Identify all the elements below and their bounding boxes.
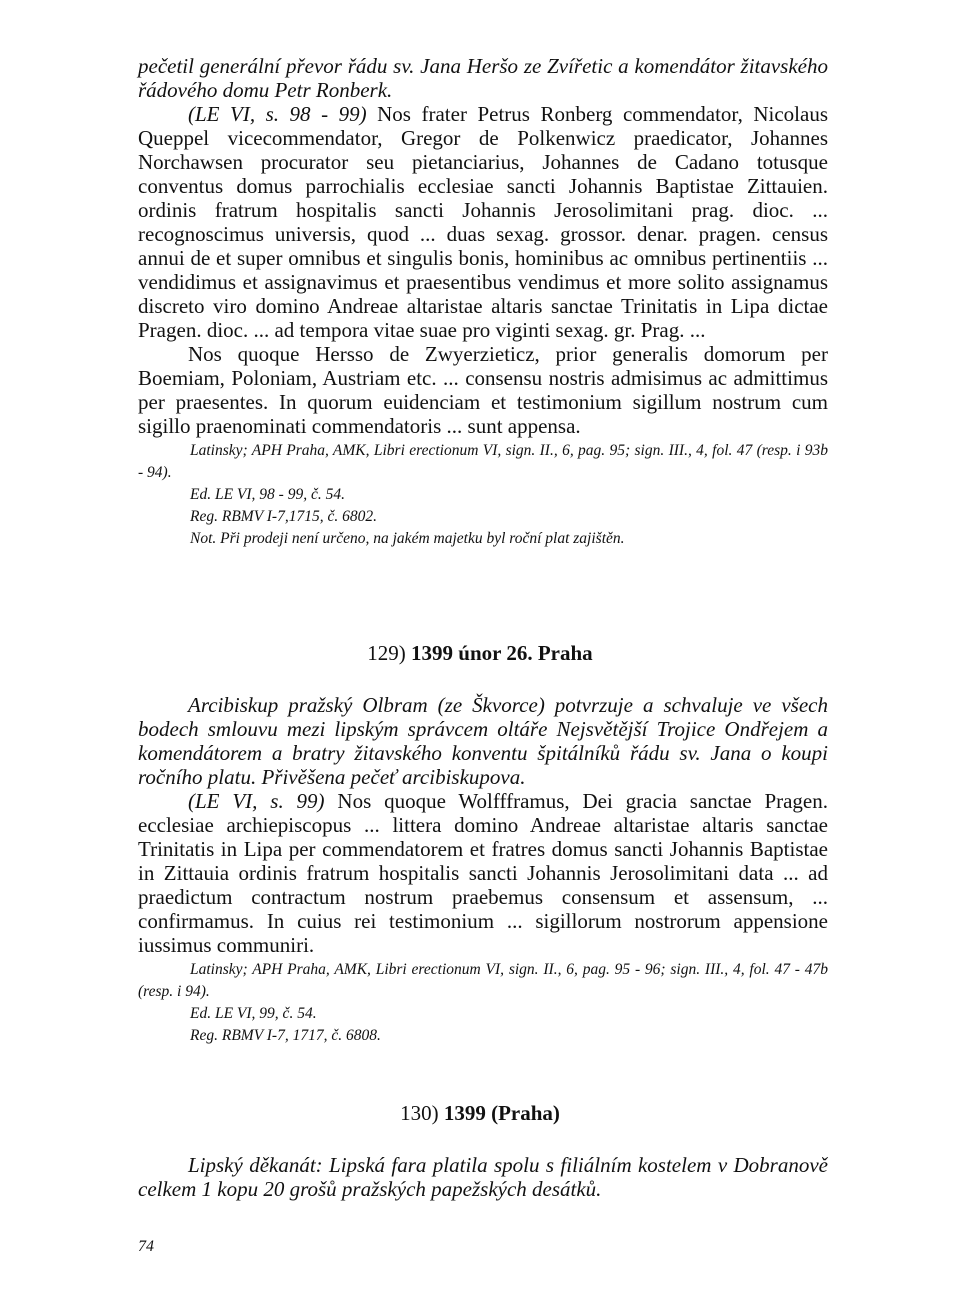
- entry-128-reg: Reg. RBMV I-7,1715, č. 6802.: [190, 508, 377, 525]
- entry-129-ref: (LE VI, s. 99): [188, 789, 325, 813]
- entry-128-latin-1: Nos frater Petrus Ronberg commendator, Nicolaus Queppel vicecommendator, Gregor de Polkenwicz praedicator, Johannes Norchawsen procurator seu pietanciarius, Johannes de Cadano totusque conventus domus parrochialis ecclesiae sancti Johannis Baptistae Zittauien. ordinis fratrum hospitalis sancti Johannis Jerosolimitani prag. dioc. ... recognoscimus universis, quod ... duas sexag. grossor. denar. pragen. census annui de et super omnibus et singulis bonis, hominibus ac omnibus pertinentiis ... vendidimus et assignavimus et praesentibus vendimus et more solito assignamus discreto viro domino Andreae altaristae altaris sanctae Trinitatis in Lipa dictae Pragen. dioc. ... ad tempora vitae suae pro viginti sexag. gr. Prag. ...: [138, 102, 828, 342]
- entry-129-ed: Ed. LE VI, 99, č. 54.: [190, 1005, 317, 1022]
- entry-128-note: Not. Při prodeji není určeno, na jakém majetku byl roční plat zajištěn.: [190, 530, 625, 547]
- entry-128-text2: Nos quoque Hersso de Zwyerzieticz, prior generalis domorum per Boemiam, Poloniam, Austriam etc. ... consensu nostris admisimus ac admittimus per praesentes. In quorum euidenciam et testimonium sigillum nostrum cum sigillo praenominati commendatoris ... sunt appensa.: [138, 342, 828, 438]
- entry-128-intro: pečetil generální převor řádu sv. Jana Heršo ze Zvířetic a komendátor žitavského řádového domu Petr Ronberk.: [138, 54, 828, 102]
- entry-129-heading: [0, 641, 960, 666]
- entry-129-source: Latinsky; APH Praha, AMK, Libri erectionum VI, sign. II., 6, pag. 95 - 96; sign. III., 4, fol. 47 - 47b (resp. i 94).: [138, 961, 828, 1000]
- entry-130-summary: Lipský děkanát: Lipská fara platila spolu s filiálním kostelem v Dobranově celkem 1 kopu 20 grošů pražských papežských desátků.: [138, 1153, 828, 1201]
- entry-128-text1: [138, 102, 828, 342]
- page-number: 74: [138, 1238, 154, 1255]
- entry-129-reg: Reg. RBMV I-7, 1717, č. 6808.: [190, 1027, 381, 1044]
- entry-129-summary: Arcibiskup pražský Olbram (ze Škvorce) potvrzuje a schvaluje ve všech bodech smlouvu mezi lipským správcem oltáře Nejsvětější Trojice Ondřejem a komendátorem a bratry žitavského konventu špitálníků řádu sv. Jana o koupi ročního platu. Přivěšena pečeť arcibiskupova.: [138, 693, 828, 789]
- entry-128-ed: Ed. LE VI, 98 - 99, č. 54.: [190, 486, 345, 503]
- entry-130: [138, 1153, 828, 1201]
- entry-128: [138, 54, 828, 550]
- entry-130-heading: [0, 1101, 960, 1126]
- entry-130-number: 130): [400, 1101, 439, 1125]
- entry-129-number: 129): [367, 641, 406, 665]
- entry-128-ref: (LE VI, s. 98 - 99): [188, 102, 367, 126]
- entry-129-date: 1399 únor 26. Praha: [411, 641, 593, 665]
- entry-129: [138, 693, 828, 1047]
- entry-129-text: [138, 789, 828, 957]
- entry-128-source: Latinsky; APH Praha, AMK, Libri erectionum VI, sign. II., 6, pag. 95; sign. III., 4, fol. 47 (resp. i 93b - 94).: [138, 442, 828, 481]
- entry-130-date: 1399 (Praha): [443, 1101, 560, 1125]
- entry-129-latin: Nos quoque Wolffframus, Dei gracia sanctae Pragen. ecclesiae archiepiscopus ... littera domino Andreae altaristae altaris sanctae Trinitatis in Lipa per commendatorem et fratres domus sancti Johannis Baptistae in Zittauia ordinis fratrum hospitalis sancti Johannis Jerosolimitani data ... ad praedictum contractum nostrum praebemus consensum et assensum, ... confirmamus. In cuius rei testimonium ... sigillorum nostrorum appensione iussimus communiri.: [138, 789, 829, 957]
